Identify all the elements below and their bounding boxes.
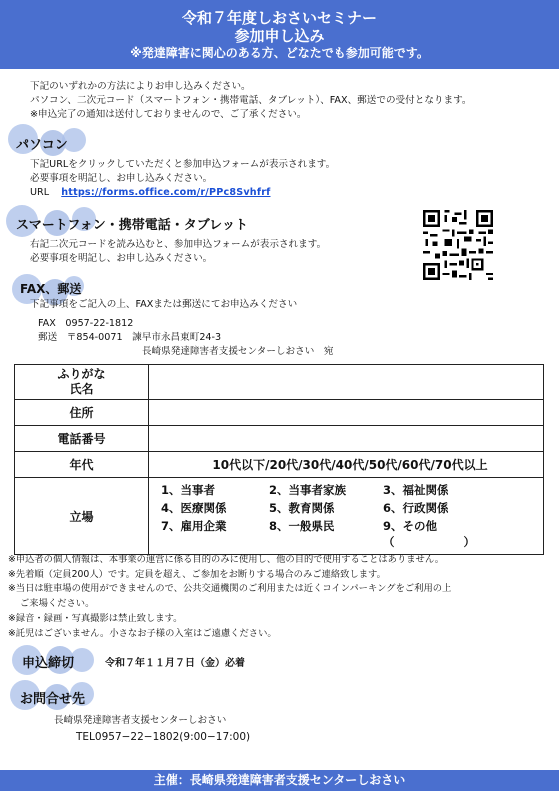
table-row xyxy=(15,365,544,400)
pc-section-text xyxy=(30,158,335,200)
pc-line: 下記URLをクリックしていただくと参加申込フォームが表示されます。 xyxy=(30,159,336,170)
header-banner xyxy=(0,0,559,69)
note-line: ※先着順（定員200人）です。定員を超え、ご参加をお断りする場合のみご連絡致します。 xyxy=(8,568,386,580)
contact-tel: TEL0957−22−1802(9:00−17:00) xyxy=(76,731,251,743)
position-option[interactable]: 5、教育関係 xyxy=(269,501,335,515)
deadline-title: 申込締切 xyxy=(22,656,75,671)
eligibility-note: ※発達障害に関心のある方、どなたでも参加可能です。 xyxy=(130,46,429,60)
fax-section-title: FAX、郵送 xyxy=(20,282,82,296)
form-url-link[interactable]: https://forms.office.com/r/PPc8Svhfrf xyxy=(61,187,271,198)
phone-section-text xyxy=(30,238,326,266)
position-options-cell xyxy=(149,478,544,555)
table-row xyxy=(15,478,544,555)
url-label: URL xyxy=(30,187,50,198)
pc-line: 必要事項を明記し、お申し込みください。 xyxy=(30,173,213,184)
table-row xyxy=(15,452,544,478)
phone-line: 右記二次元コードを読み込むと、参加申込フォームが表示されます。 xyxy=(30,239,327,250)
position-option[interactable]: 7、雇用企業 xyxy=(161,519,227,533)
address-field[interactable] xyxy=(149,400,544,426)
phone-label: 電話番号 xyxy=(15,426,149,452)
application-form-table xyxy=(14,364,544,555)
age-label: 年代 xyxy=(15,452,149,478)
seminar-title: 令和７年度しおさいセミナー xyxy=(181,9,377,27)
note-line: ※託児はございません。小さなお子様の入室はご遠慮ください。 xyxy=(8,627,277,639)
fax-number: FAX 0957-22-1812 xyxy=(38,318,134,329)
deadline-date: 令和７年１１月７日（金）必着 xyxy=(105,658,245,669)
name-label: 氏名 xyxy=(69,382,94,396)
position-option[interactable]: 4、医療関係 xyxy=(161,501,227,515)
intro-line: ※申込完了の通知は送付しておりませんので、ご了承ください。 xyxy=(30,109,307,120)
position-option[interactable]: 8、一般県民 xyxy=(269,519,335,533)
note-line: ※当日は駐車場の使用ができませんので、公共交通機関のご利用または近くコインパーキングをご利用の上 xyxy=(8,583,452,595)
note-line: ご来場ください。 xyxy=(20,598,95,610)
position-option[interactable]: 3、福祉関係 xyxy=(383,483,449,497)
pc-url-row xyxy=(30,186,335,200)
intro-line: パソコン、二次元コード（スマートフォン・携帯電話、タブレット）、FAX、郵送での受付となります。 xyxy=(30,95,472,106)
note-line: ※録音・録画・写真撮影は禁止致します。 xyxy=(8,612,183,624)
table-row xyxy=(15,400,544,426)
position-option[interactable]: 1、当事者 xyxy=(161,483,216,497)
addressee: 長崎県発達障害者支援センターしおさい 宛 xyxy=(142,346,334,357)
pc-section-title: パソコン xyxy=(16,138,68,153)
position-label: 立場 xyxy=(15,478,149,555)
name-field[interactable] xyxy=(149,365,544,400)
fax-intro: 下記事項をご記入の上、FAXまたは郵送にてお申込みください xyxy=(30,299,298,310)
phone-field[interactable] xyxy=(149,426,544,452)
contact-org: 長崎県発達障害者支援センターしおさい xyxy=(54,715,227,726)
position-options xyxy=(157,478,543,554)
address-label: 住所 xyxy=(15,400,149,426)
notes-block xyxy=(8,553,556,641)
furigana-label: ふりがな xyxy=(57,367,106,381)
note-line: ※申込者の個人情報は、本事業の運営に係る目的のみに使用し、他の目的で使用することはありません。 xyxy=(8,554,445,565)
name-label-cell xyxy=(15,365,149,400)
position-option[interactable]: 2、当事者家族 xyxy=(269,483,347,497)
contact-title: お問合せ先 xyxy=(20,692,86,707)
intro-line: 下記のいずれかの方法によりお申し込みください。 xyxy=(30,81,251,92)
intro-text xyxy=(30,80,472,122)
seminar-subtitle: 参加申し込み xyxy=(234,27,325,45)
mail-address: 郵送 〒854-0071 諫早市永昌東町24-3 xyxy=(38,332,222,343)
qr-code-icon[interactable] xyxy=(423,210,493,280)
organizer-footer: 主催：長崎県発達障害者支援センターしおさい xyxy=(0,770,559,791)
table-row xyxy=(15,426,544,452)
position-option[interactable]: 6、行政関係 xyxy=(383,501,449,515)
position-option[interactable]: 9、その他（ ） xyxy=(383,519,475,549)
phone-section-title: スマートフォン・携帯電話・タブレット xyxy=(16,218,249,233)
phone-line: 必要事項を明記し、お申し込みください。 xyxy=(30,253,213,264)
age-options[interactable]: 10代以下/20代/30代/40代/50代/60代/70代以上 xyxy=(149,452,544,478)
